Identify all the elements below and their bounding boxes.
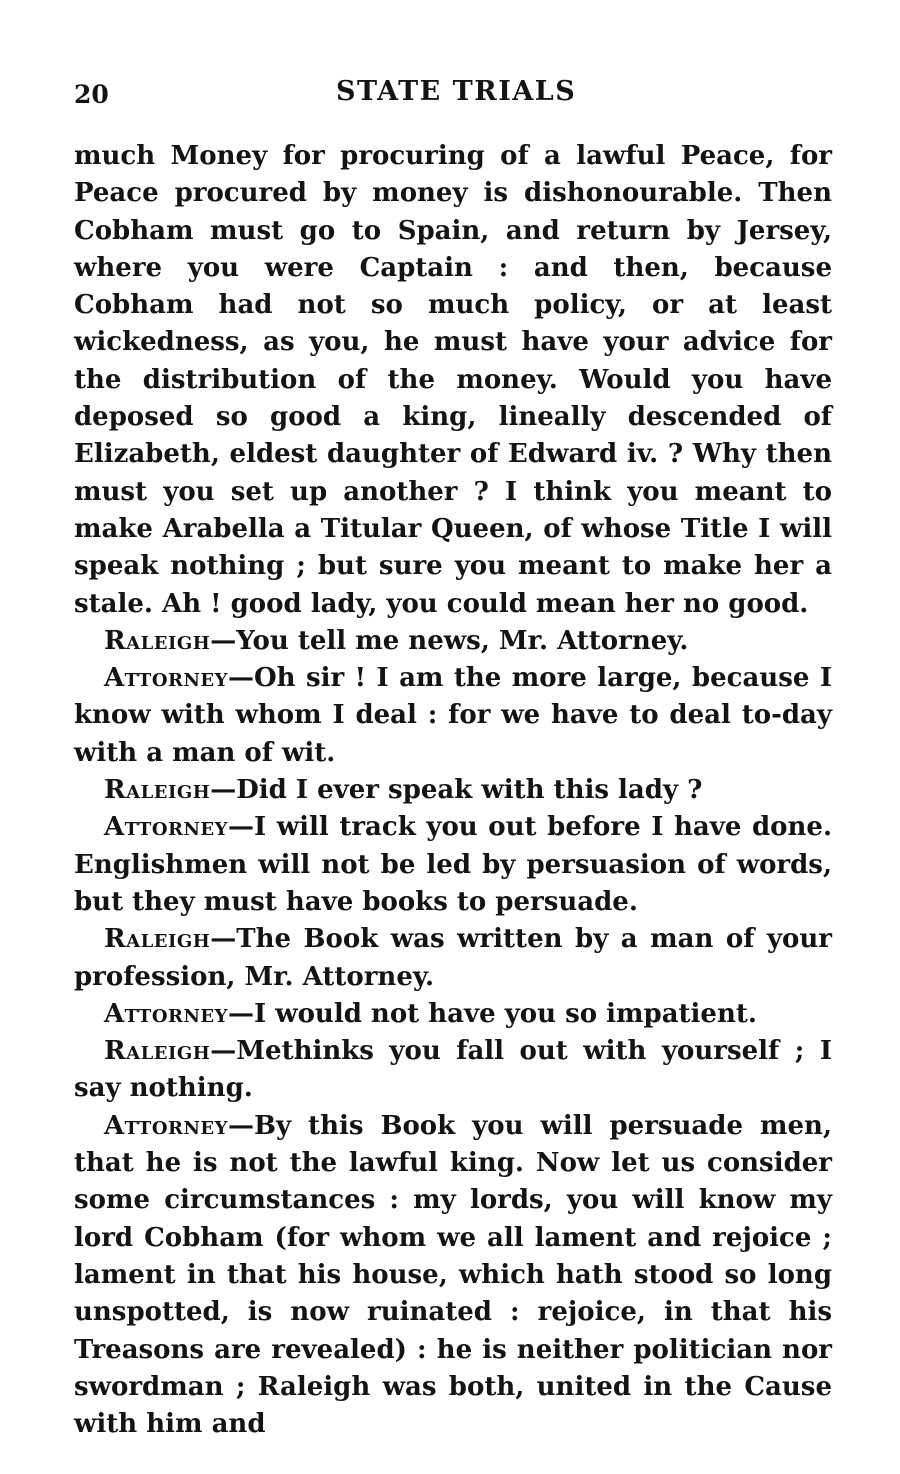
dialogue-paragraph <box>74 996 832 1033</box>
page-number: 20 <box>74 80 109 109</box>
speech-text: —By this Book you will persuade men, that he is not the lawful king. Now let us consider some circumstances : my lords, you will know my lord Cobham (for whom we all lament and rejoice ; lament in that his house, which hath stood so long unspotted, is now ruinated : rejoice, in that his Treasons are revealed) : he is neither politician nor swordman ; Raleigh was both, united in the Cause with him and <box>74 1110 832 1440</box>
page-header <box>74 76 832 116</box>
speech-text: —Did I ever speak with this lady ? <box>210 775 703 806</box>
speaker-name: Attorney <box>104 663 228 694</box>
speaker-name: Raleigh <box>104 924 211 955</box>
speaker-name: Attorney <box>104 1110 228 1141</box>
speech-text: —Oh sir ! I am the more large, because I know with whom I deal : for we have to deal to-day with a man of wit. <box>74 663 832 768</box>
speaker-name: Raleigh <box>104 625 211 656</box>
dialogue-paragraph <box>74 1033 832 1108</box>
body-text <box>74 138 832 1443</box>
speech-text: —Methinks you fall out with yourself ; I say nothing. <box>74 1036 832 1104</box>
speaker-name: Attorney <box>104 812 228 843</box>
speech-text: —I will track you out before I have done. Englishmen will not be led by persuasion of words, but they must have books to persuade. <box>74 812 832 917</box>
paragraph-text: much Money for procuring of a lawful Peace, for Peace procured by money is dishonourable. Then Cobham must go to Spain, and return by Jersey, where you were Captain : and then, because Cobham had not so much policy, or at least wickedness, as you, he must have your advice for the distribution of the money. Would you have deposed so good a king, lineally descended of Elizabeth, eldest daughter of Edward iv. ? Why then must you set up another ? I think you meant to make Arabella a Titular Queen, of whose Title I will speak nothing ; but sure you meant to make her a stale. Ah ! good lady, you could mean her no good. <box>74 141 832 619</box>
dialogue-paragraph <box>74 660 832 772</box>
speaker-name: Raleigh <box>104 775 211 806</box>
speaker-name: Raleigh <box>104 1036 211 1067</box>
paragraph-continuation <box>74 138 832 623</box>
speech-text: —You tell me news, Mr. Attorney. <box>210 625 689 656</box>
speech-text: —I would not have you so impatient. <box>227 998 757 1029</box>
running-title: STATE TRIALS <box>336 76 577 107</box>
dialogue-paragraph <box>74 1108 832 1444</box>
dialogue-paragraph <box>74 809 832 921</box>
dialogue-paragraph <box>74 772 832 809</box>
speaker-name: Attorney <box>104 998 228 1029</box>
dialogue-paragraph <box>74 623 832 660</box>
speech-text: —The Book was written by a man of your profession, Mr. Attorney. <box>74 924 832 992</box>
dialogue-paragraph <box>74 921 832 996</box>
